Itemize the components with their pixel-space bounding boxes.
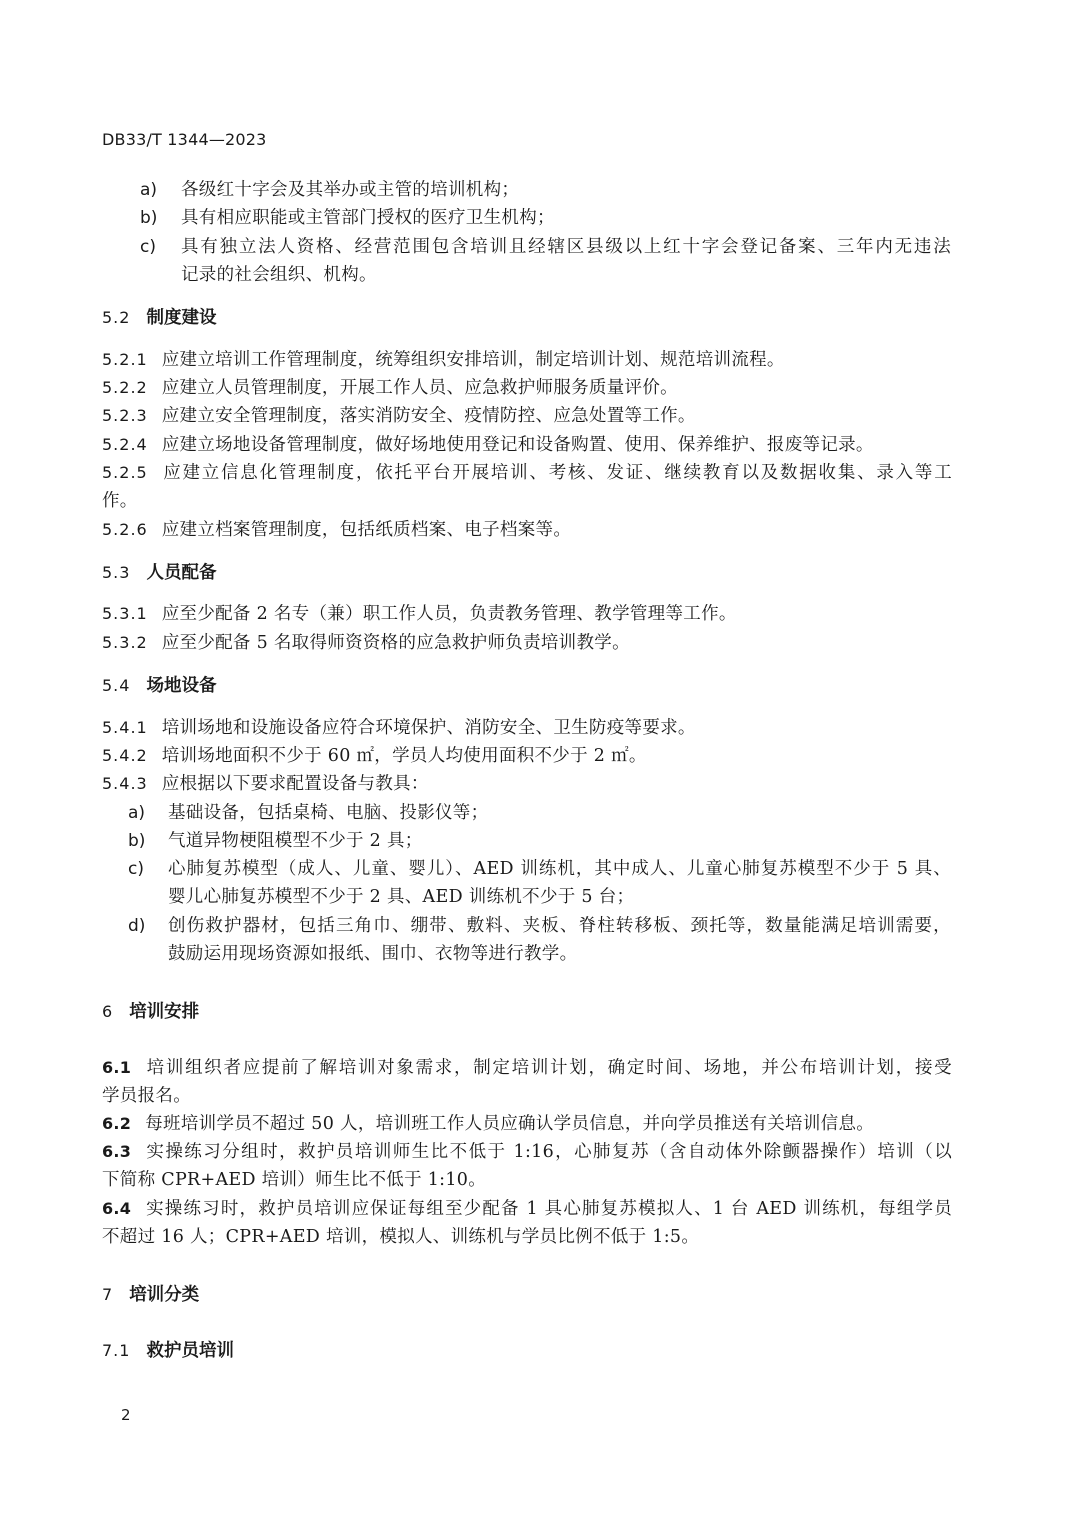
clause-text: 应建立档案管理制度，包括纸质档案、电子档案等。 <box>161 520 572 540</box>
clause-number: 6.3 <box>102 1142 132 1161</box>
section-title: 人员配备 <box>146 563 217 583</box>
clause-number: 5.4.2 <box>102 746 148 765</box>
clause-continuation: 作。 <box>102 491 138 511</box>
list-item: 具有独立法人资格、经营范围包含培训且经辖区县级以上红十字会登记备案、三年内无违法 <box>181 237 951 257</box>
clause-number: 6.4 <box>102 1199 132 1218</box>
clause-text: 应至少配备 5 名取得师资资格的应急救护师负责培训教学。 <box>161 633 630 653</box>
section-number: 5.3 <box>102 563 131 582</box>
clause <box>102 434 874 456</box>
clause-number: 5.2.3 <box>102 406 148 425</box>
section-heading <box>102 562 216 584</box>
clause <box>102 717 696 739</box>
clause-text: 培训组织者应提前了解培训对象需求，制定培训计划，确定时间、场地，并公布培训计划，接受 <box>145 1058 952 1078</box>
clause <box>102 405 696 427</box>
clause <box>102 1113 874 1135</box>
list-item-continuation: 鼓励运用现场资源如报纸、围巾、衣物等进行教学。 <box>168 944 578 964</box>
clause <box>102 462 952 484</box>
clause-number: 5.2.5 <box>102 463 148 482</box>
clause-continuation: 不超过 16 人；CPR+AED 培训，模拟人、训练机与学员比例不低于 1:5。 <box>102 1227 700 1247</box>
list-item: 心肺复苏模型（成人、儿童、婴儿）、AED 训练机，其中成人、儿童心肺复苏模型不少于 5 具、 <box>168 859 951 879</box>
clause <box>102 773 429 795</box>
list-item-continuation: 记录的社会组织、机构。 <box>181 265 377 285</box>
list-marker: d) <box>128 916 146 936</box>
clause <box>102 603 737 625</box>
clause-number: 5.2.1 <box>102 350 148 369</box>
clause <box>102 1198 952 1220</box>
list-marker: b) <box>128 831 146 851</box>
clause-number: 5.3.2 <box>102 633 148 652</box>
list-item: 各级红十字会及其举办或主管的培训机构； <box>181 180 520 200</box>
chapter-title: 培训安排 <box>129 1002 200 1022</box>
clause-number: 5.3.1 <box>102 604 148 623</box>
clause-text: 应建立安全管理制度，落实消防安全、疫情防控、应急处置等工作。 <box>161 406 696 426</box>
clause-text: 实操练习时，救护员培训应保证每组至少配备 1 具心肺复苏模拟人、1 台 AED 训练机，每组学员 <box>145 1199 952 1219</box>
section-heading <box>102 307 216 329</box>
clause-text: 每班培训学员不超过 50 人，培训班工作人员应确认学员信息，并向学员推送有关培训信息。 <box>145 1114 875 1134</box>
list-marker: b) <box>140 208 158 228</box>
document-header: DB33/T 1344—2023 <box>102 130 267 149</box>
clause <box>102 1057 952 1079</box>
section-number: 7.1 <box>102 1341 131 1360</box>
clause-number: 6.2 <box>102 1114 132 1133</box>
clause <box>102 349 785 371</box>
clause <box>102 519 571 541</box>
section-title: 制度建设 <box>146 308 217 328</box>
list-item: 创伤救护器材，包括三角巾、绷带、敷料、夹板、脊柱转移板、颈托等，数量能满足培训需要， <box>168 916 951 936</box>
list-item: 气道异物梗阻模型不少于 2 具； <box>168 831 423 851</box>
clause-continuation: 下简称 CPR+AED 培训）师生比不低于 1:10。 <box>102 1170 487 1190</box>
clause-number: 6.1 <box>102 1058 132 1077</box>
clause-number: 5.4.1 <box>102 718 148 737</box>
list-marker: a) <box>140 180 158 200</box>
clause-number: 5.2.4 <box>102 435 148 454</box>
list-item: 基础设备，包括桌椅、电脑、投影仪等； <box>168 803 489 823</box>
clause-text: 实操练习分组时，救护员培训师生比不低于 1:16，心肺复苏（含自动体外除颤器操作）培训（以 <box>145 1142 952 1162</box>
clause-text: 应建立信息化管理制度，依托平台开展培训、考核、发证、继续教育以及数据收集、录入等工 <box>161 463 952 483</box>
clause-text: 培训场地面积不少于 60 ㎡，学员人均使用面积不少于 2 ㎡。 <box>161 746 647 766</box>
section-title: 场地设备 <box>146 676 217 696</box>
clause <box>102 745 647 767</box>
section-heading <box>102 675 216 697</box>
chapter-number: 6 <box>102 1002 114 1021</box>
list-marker: c) <box>128 859 144 879</box>
clause-text: 应根据以下要求配置设备与教具： <box>161 774 429 794</box>
clause-text: 应建立培训工作管理制度，统筹组织安排培训，制定培训计划、规范培训流程。 <box>161 350 785 370</box>
section-heading <box>102 1340 234 1362</box>
list-item: 具有相应职能或主管部门授权的医疗卫生机构； <box>181 208 555 228</box>
clause-text: 应建立人员管理制度，开展工作人员、应急救护师服务质量评价。 <box>161 378 678 398</box>
section-number: 5.4 <box>102 676 131 695</box>
clause-number: 5.2.2 <box>102 378 148 397</box>
section-number: 5.2 <box>102 308 131 327</box>
chapter-heading <box>102 1001 199 1023</box>
clause-continuation: 学员报名。 <box>102 1086 191 1106</box>
page-number: 2 <box>121 1406 131 1424</box>
chapter-title: 培训分类 <box>129 1285 200 1305</box>
clause-number: 5.4.3 <box>102 774 148 793</box>
chapter-number: 7 <box>102 1285 114 1304</box>
list-marker: c) <box>140 237 156 257</box>
clause-text: 应建立场地设备管理制度，做好场地使用登记和设备购置、使用、保养维护、报废等记录。 <box>161 435 874 455</box>
clause-text: 培训场地和设施设备应符合环境保护、消防安全、卫生防疫等要求。 <box>161 718 696 738</box>
section-title: 救护员培训 <box>146 1341 234 1361</box>
clause <box>102 1141 952 1163</box>
list-item-continuation: 婴儿心肺复苏模型不少于 2 具、AED 训练机不少于 5 台； <box>168 887 635 907</box>
clause <box>102 377 678 399</box>
clause-number: 5.2.6 <box>102 520 148 539</box>
clause <box>102 632 630 654</box>
list-marker: a) <box>128 803 146 823</box>
clause-text: 应至少配备 2 名专（兼）职工作人员，负责教务管理、教学管理等工作。 <box>161 604 737 624</box>
chapter-heading <box>102 1284 199 1306</box>
